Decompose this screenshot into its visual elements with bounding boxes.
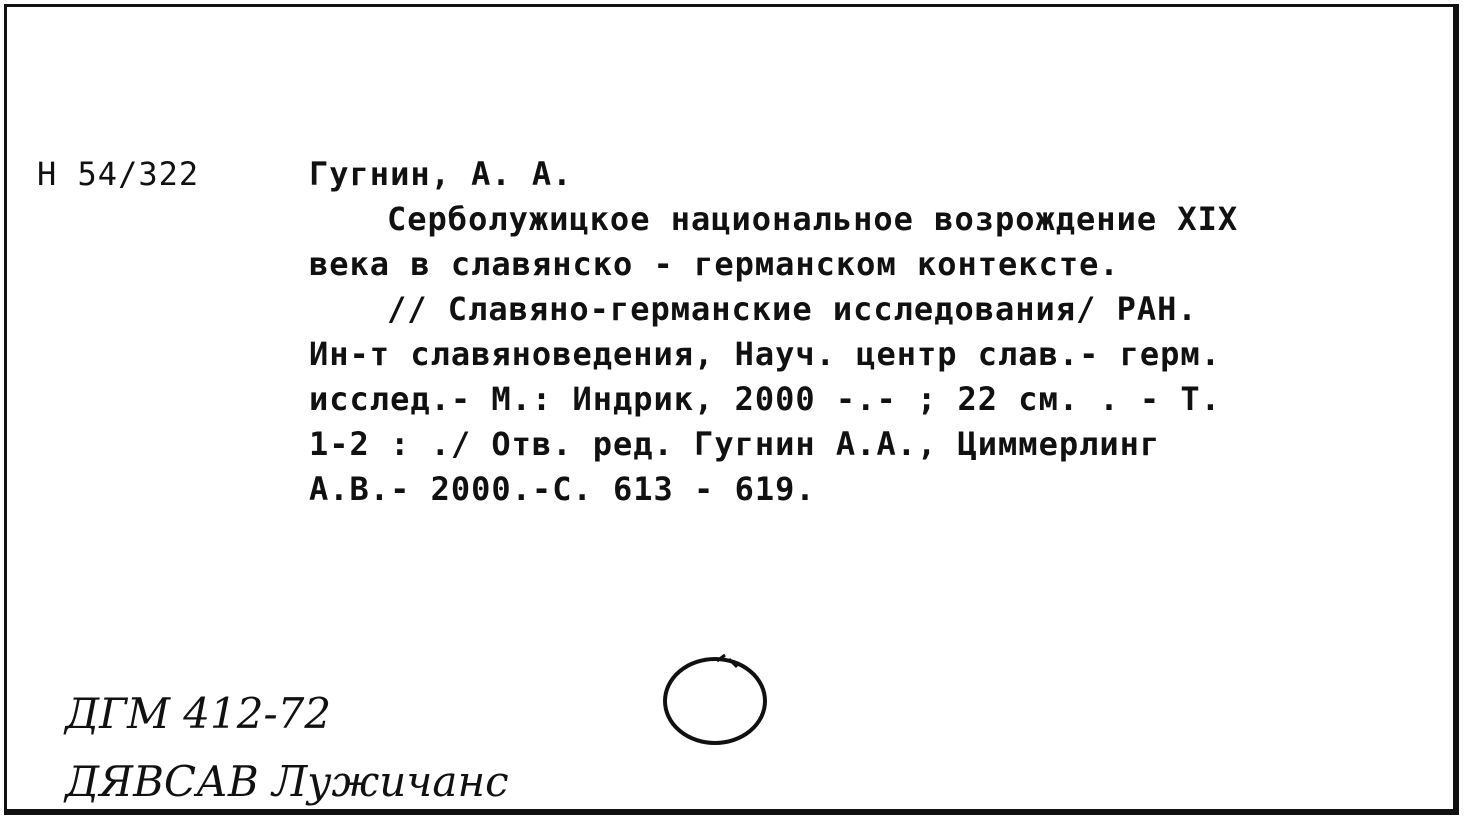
title-line-2: века в славянско - германском контексте.: [309, 245, 1120, 283]
handwritten-note-1: ДГМ 412-72: [65, 689, 332, 738]
source-line-2: Ин-т славяноведения, Науч. центр слав.- герм.: [309, 335, 1221, 373]
shelf-mark: Н 54/322: [37, 155, 200, 193]
circle-stamp: [659, 653, 771, 753]
source-line-3: исслед.- М.: Индрик, 2000 -.- ; 22 см. . - Т.: [309, 380, 1221, 418]
handwritten-note-2: ДЯВСАВ Лужичанс: [65, 757, 509, 806]
bibliographic-description: [309, 197, 1419, 512]
author-heading: Гугнин, А. А.: [309, 155, 573, 193]
source-line-1: // Славяно-германские исследования/ РАН.: [387, 290, 1198, 328]
title-line-1: Серболужицкое национальное возрождение XIX: [387, 200, 1239, 238]
catalog-card: [4, 4, 1459, 815]
source-line-4: 1-2 : ./ Отв. ред. Гугнин А.А., Циммерлинг: [309, 425, 1161, 463]
source-line-5: А.В.- 2000.-С. 613 - 619.: [309, 470, 816, 508]
